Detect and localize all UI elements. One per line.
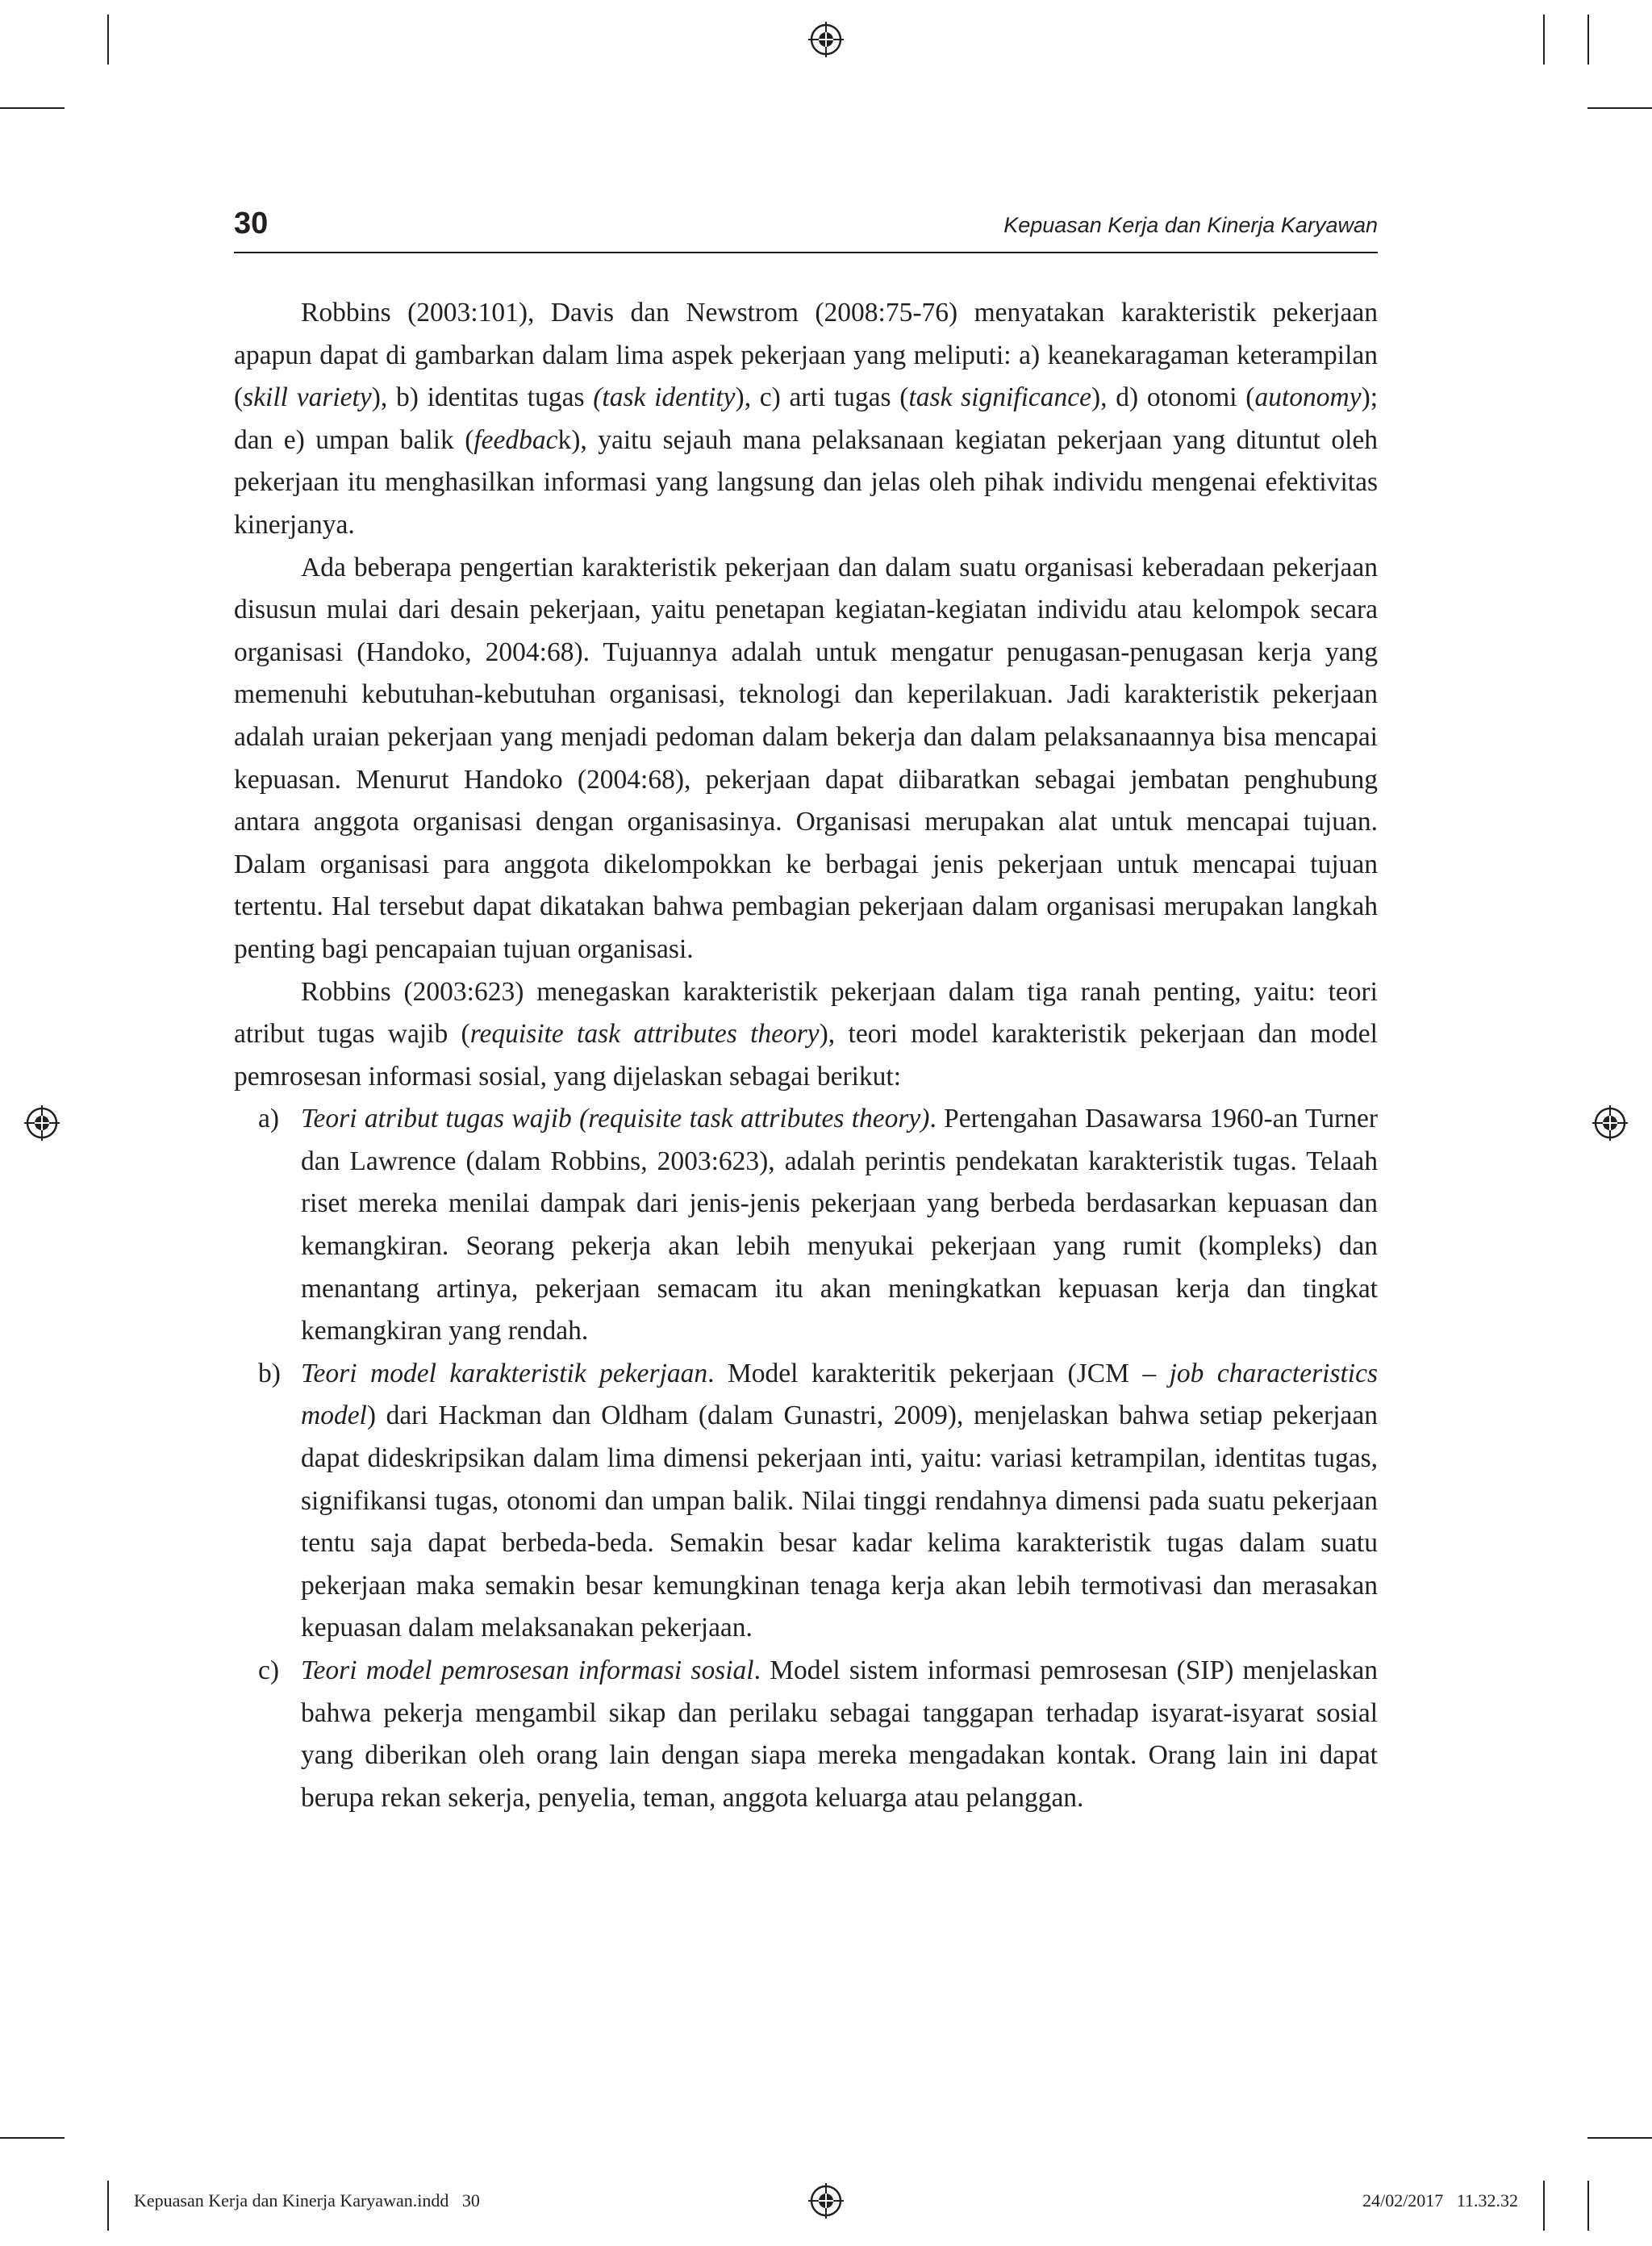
text-run: ), d) otonomi ( bbox=[1091, 382, 1255, 413]
text-run: Robbins (2003:101), Davis dan Newstrom (2008:75-76) menyatakan karakteristik pekerjaan apapun dapat di gambarkan dalam lima aspek pekerjaan yang meliputi: a) keanekaragaman keterampilan ( bbox=[234, 298, 1378, 413]
text-run: ), c) arti tugas ( bbox=[735, 382, 909, 413]
print-timestamp: 24/02/2017 11.32.32 bbox=[1362, 2190, 1518, 2211]
italic-term: requisite task attributes theory bbox=[469, 1019, 820, 1050]
crop-mark bbox=[107, 2181, 109, 2231]
theory-list bbox=[234, 1098, 1378, 1819]
crop-mark bbox=[0, 107, 65, 109]
list-item bbox=[234, 1353, 1378, 1650]
italic-term: Teori model pemrosesan informasi sosial bbox=[301, 1655, 754, 1685]
paragraph bbox=[234, 292, 1378, 547]
page-number: 30 bbox=[234, 207, 269, 240]
text-run: . Model sistem informasi pemrosesan (SIP) menjelaskan bahwa pekerja mengambil sikap dan perilaku sebagai tanggapan terhadap isyarat-isyarat sosial yang diberikan oleh orang lain dengan siapa mereka mengadakan kontak. Orang lain ini dapat berupa rekan sekerja, penyelia, teman, anggota keluarga atau pelanggan. bbox=[301, 1655, 1378, 1813]
list-marker: a) bbox=[258, 1104, 280, 1134]
text-run: ), teori model karakteristik pekerjaan dan model pemrosesan informasi sosial, yang dijelaskan sebagai berikut: bbox=[234, 1019, 1378, 1092]
crop-mark bbox=[1587, 2181, 1589, 2231]
registration-mark-icon bbox=[808, 22, 844, 57]
text-run: ), b) identitas tugas bbox=[371, 382, 594, 413]
italic-term: Teori model karakteristik pekerjaan bbox=[301, 1358, 708, 1388]
crop-mark bbox=[1587, 107, 1652, 109]
registration-mark-icon bbox=[1592, 1105, 1628, 1141]
list-item-text bbox=[301, 1655, 1378, 1813]
crop-mark bbox=[107, 15, 109, 65]
list-marker: b) bbox=[258, 1358, 281, 1388]
italic-term: (task identity bbox=[593, 382, 736, 413]
text-run: ) dari Hackman dan Oldham (dalam Gunastri, 2009), menjelaskan bahwa setiap pekerjaan dapat dideskripsikan dalam lima dimensi pekerjaan inti, yaitu: variasi ketrampilan, identitas tugas, signifikansi tugas, otonomi dan umpan balik. Nilai tinggi rendahnya dimensi pada suatu pekerjaan tentu saja dapat berbeda-beda. Semakin besar kadar kelima karakteristik tugas dalam suatu pekerjaan maka semakin besar kemungkinan tenaga kerja akan lebih termotivasi dan merasakan kepuasan dalam melaksanakan pekerjaan. bbox=[301, 1401, 1378, 1643]
header-rule bbox=[234, 252, 1378, 253]
registration-mark-icon bbox=[24, 1105, 60, 1141]
registration-mark-icon bbox=[808, 2183, 844, 2219]
text-run: . Pertengahan Dasawarsa 1960-an Turner dan Lawrence (dalam Robbins, 2003:623), adalah perintis pendekatan karakteristik tugas. Telaah riset mereka menilai dampak dari jenis-jenis pekerjaan yang berbeda berdasarkan kepuasan dan kemangkiran. Seorang pekerja akan lebih menyukai pekerjaan yang rumit (kompleks) dan menantang artinya, pekerjaan semacam itu akan meningkatkan kepuasan kerja dan tingkat kemangkiran yang rendah. bbox=[301, 1104, 1378, 1346]
paragraph bbox=[234, 547, 1378, 971]
crop-mark bbox=[1587, 15, 1589, 65]
italic-term: autonomy bbox=[1254, 382, 1362, 413]
list-item bbox=[234, 1650, 1378, 1819]
list-item bbox=[234, 1098, 1378, 1353]
list-item-text bbox=[301, 1104, 1378, 1346]
paragraph bbox=[234, 971, 1378, 1099]
list-marker: c) bbox=[258, 1655, 280, 1685]
italic-term: skill variety bbox=[243, 382, 372, 413]
text-run: . Model karakteritik pekerjaan (JCM – bbox=[707, 1358, 1170, 1388]
text-run: Robbins (2003:623) menegaskan karakteristik pekerjaan dalam tiga ranah penting, yaitu: teori atribut tugas wajib ( bbox=[234, 976, 1378, 1050]
italic-term: feedbac bbox=[473, 424, 558, 455]
file-slug: Kepuasan Kerja dan Kinerja Karyawan.indd 30 bbox=[134, 2190, 480, 2211]
text-run: ); dan e) umpan balik ( bbox=[234, 382, 1379, 455]
list-item-text bbox=[301, 1359, 1378, 1643]
text-run: Ada beberapa pengertian karakteristik pekerjaan dan dalam suatu organisasi keberadaan pekerjaan disusun mulai dari desain pekerjaan, yaitu penetapan kegiatan-kegiatan individu atau kelompok secara organisasi (Handoko, 2004:68). Tujuannya adalah untuk mengatur penugasan-penugasan kerja yang memenuhi kebutuhan-kebutuhan organisasi, teknologi dan keperilakuan. Jadi karakteristik pekerjaan adalah uraian pekerjaan yang menjadi pedoman dalam bekerja dan dalam pelaksanaannya bisa mencapai kepuasan. Menurut Handoko (2004:68), pekerjaan dapat diibaratkan sebagai jembatan penghubung antara anggota organisasi dengan organisasinya. Organisasi merupakan alat untuk mencapai tujuan. Dalam organisasi para anggota dikelompokkan ke berbagai jenis pekerjaan untuk mencapai tujuan tertentu. Hal tersebut dapat dikatakan bahwa pembagian pekerjaan dalam organisasi merupakan langkah penting bagi pencapaian tujuan organisasi. bbox=[234, 552, 1378, 964]
text-run: k), yaitu sejauh mana pelaksanaan kegiatan pekerjaan yang dituntut oleh pekerjaan itu menghasilkan informasi yang langsung dan jelas oleh pihak individu mengenai efektivitas kinerjanya. bbox=[234, 424, 1378, 540]
body-text bbox=[234, 292, 1378, 1819]
crop-mark bbox=[1587, 2137, 1652, 2139]
crop-mark bbox=[1543, 2181, 1545, 2231]
italic-term: Teori atribut tugas wajib (requisite task attributes theory) bbox=[301, 1104, 930, 1134]
crop-mark bbox=[1543, 15, 1545, 65]
crop-mark bbox=[0, 2137, 65, 2139]
italic-term: task significance bbox=[908, 382, 1092, 413]
running-title: Kepuasan Kerja dan Kinerja Karyawan bbox=[1003, 213, 1378, 237]
italic-term: job characteristics model bbox=[301, 1358, 1378, 1431]
